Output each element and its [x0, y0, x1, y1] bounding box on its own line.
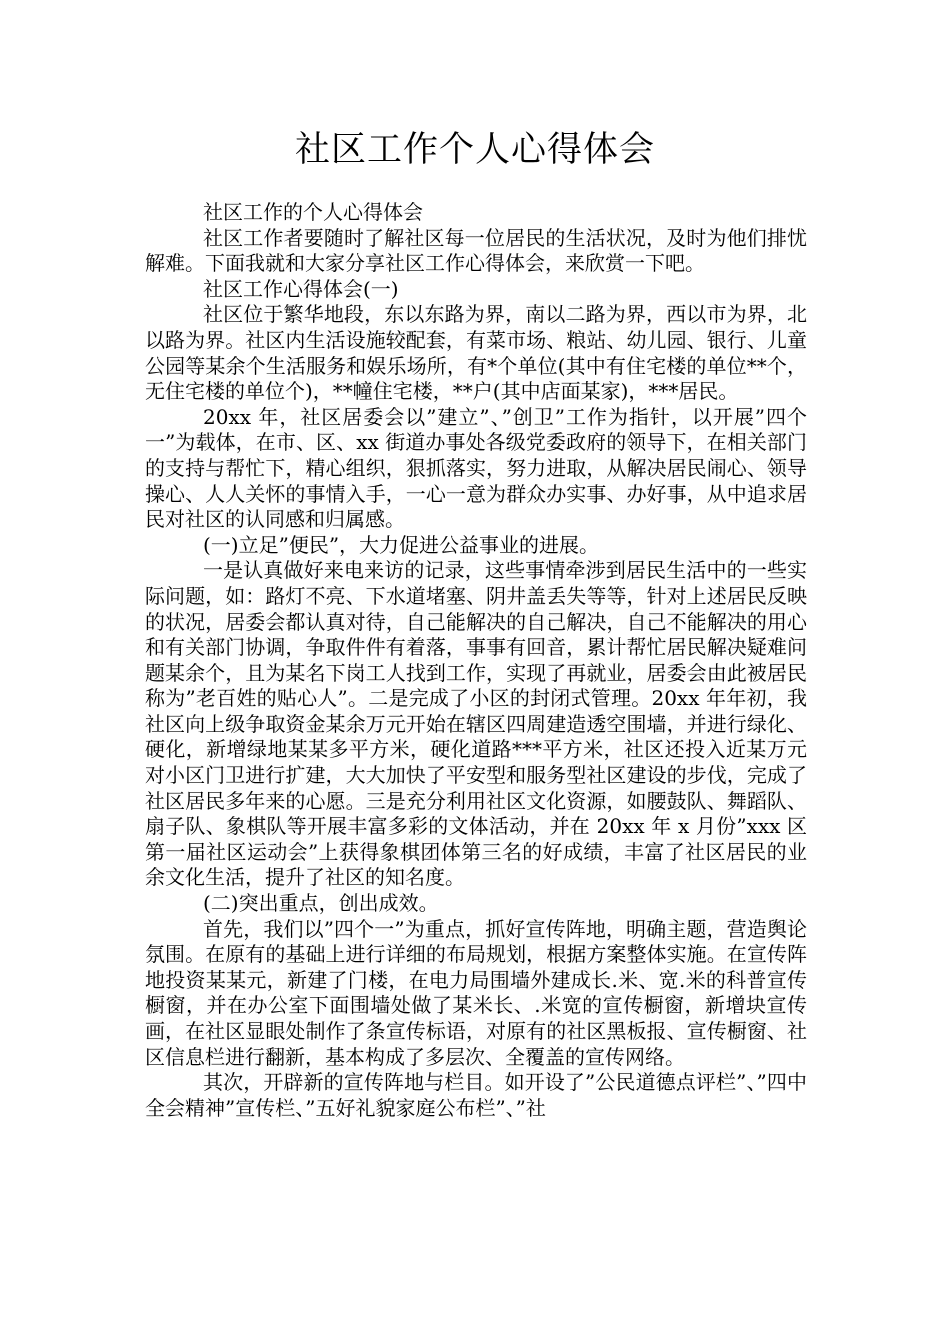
subsection-heading: (一)立足”便民”，大力促进公益事业的进展。	[203, 532, 600, 557]
paragraph: 一是认真做好来电来访的记录，这些事情牵涉到居民生活中的一些实际问题，如：路灯不亮、下水道堵塞、阴井盖丢失等等，针对上述居民反映的状况，居委会都认真对待，自己能解决的自己解决，自己不能解决的用心和有关部门协调，争取件件有着落，事事有回音，累计帮忙居民解决疑难问题某余个，且为某名下岗工人找到工作，实现了再就业，居委会由此被居民称为”老百姓的贴心人”。二是完成了小区的封闭式管理。20xx 年年初，我社区向上级争取资金某余万元开始在辖区四周建造透空围墙，并进行绿化、硬化，新增绿地某某多平方米，硬化道路***平方米，社区还投入近某万元对小区门卫进行扩建，大大加快了平安型和服务型社区建设的步伐，完成了社区居民多年来的心愿。三是充分利用社区文化资源，如腰鼓队、舞蹈队、扇子队、象棋队等开展丰富多彩的文体活动，并在 20xx 年 x 月份”xxx 区第一届社区运动会”上获得象棋团体第三名的好成绩，丰富了社区居民的业余文化生活，提升了社区的知名度。	[145, 558, 807, 890]
section-heading: 社区工作心得体会(一)	[203, 276, 399, 301]
paragraph: 其次，开辟新的宣传阵地与栏目。如开设了”公民道德点评栏”、”四中全会精神”宣传栏、”五好礼貌家庭公布栏”、”社	[145, 1070, 807, 1120]
paragraph-heading: 社区工作的个人心得体会	[203, 200, 423, 224]
document-body	[145, 200, 807, 1121]
paragraph: 20xx 年，社区居委会以”建立”、”创卫”工作为指针，以开展”四个一”为载体，在市、区、xx 街道办事处各级党委政府的领导下，在相关部门的支持与帮忙下，精心组织，狠抓落实，努力进取，从解决居民闹心、领导操心、人人关怀的事情入手，一心一意为群众办实事、办好事，从中追求居民对社区的认同感和归属感。	[145, 404, 807, 532]
paragraph: 社区位于繁华地段，东以东路为界，南以二路为界，西以市为界，北以路为界。社区内生活设施较配套，有菜市场、粮站、幼儿园、银行、儿童公园等某余个生活服务和娱乐场所，有*个单位(其中有住宅楼的单位**个，无住宅楼的单位个)，**幢住宅楼，**户(其中店面某家)，***居民。	[145, 302, 807, 404]
paragraph: 首先，我们以”四个一”为重点，抓好宣传阵地，明确主题，营造舆论氛围。在原有的基础上进行详细的布局规划，根据方案整体实施。在宣传阵地投资某某元，新建了门楼，在电力局围墙外建成长.米、宽.米的科普宣传橱窗，并在办公室下面围墙处做了某米长、.米宽的宣传橱窗，新增块宣传画，在社区显眼处制作了条宣传标语，对原有的社区黑板报、宣传橱窗、社区信息栏进行翻新，基本构成了多层次、全覆盖的宣传网络。	[145, 916, 807, 1069]
document-title: 社区工作个人心得体会	[294, 130, 655, 170]
paragraph-intro: 社区工作者要随时了解社区每一位居民的生活状况，及时为他们排忧解难。下面我就和大家分享社区工作心得体会，来欣赏一下吧。	[145, 225, 807, 276]
subsection-heading: (二)突出重点，创出成效。	[203, 891, 439, 916]
